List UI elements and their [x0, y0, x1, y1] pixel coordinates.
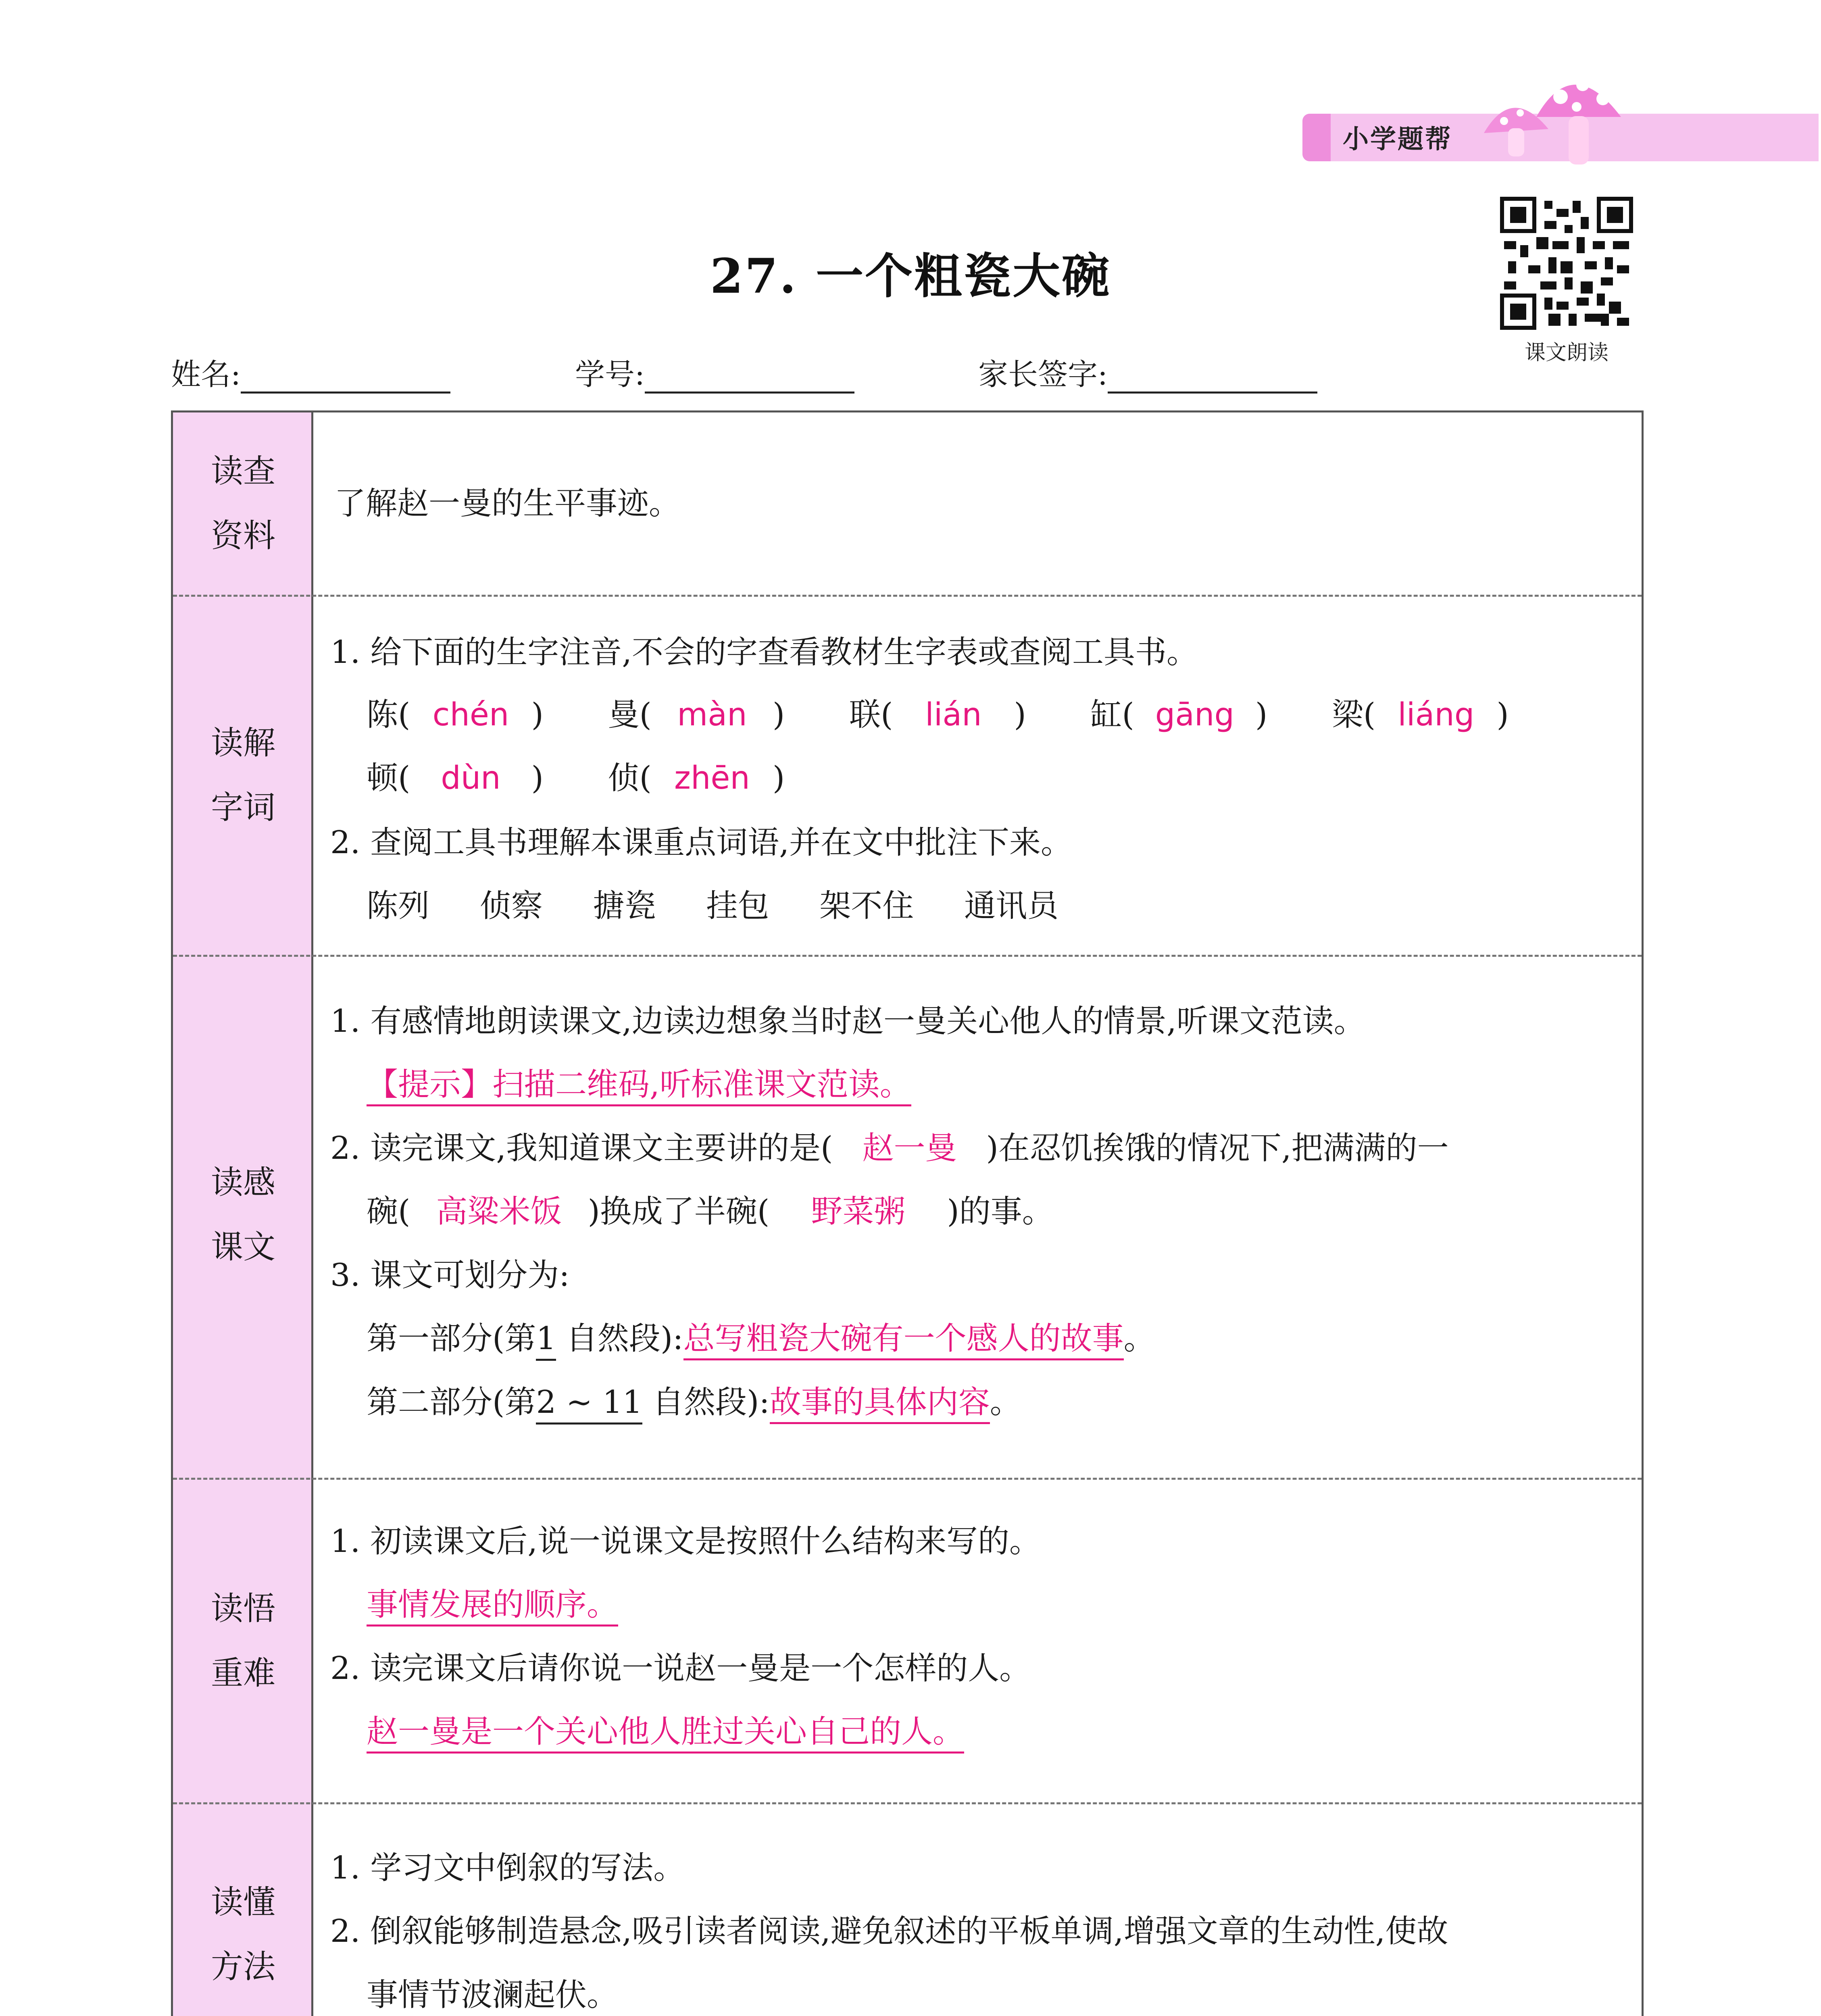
hanzi: 联( — [849, 697, 893, 733]
row-divider — [173, 595, 1642, 597]
pinyin-answer[interactable]: liáng — [1398, 697, 1475, 733]
method-line-2: 2. 倒叙能够制造悬念,吸引读者阅读,避免叙述的平板单调,增强文章的生动性,使故 — [330, 1913, 1448, 1949]
label-line: 读懂 — [211, 1883, 275, 1921]
research-text: 了解赵一曼的生平事迹。 — [334, 485, 681, 522]
parent-signature-label: 家长签字: — [978, 357, 1108, 392]
feel-part2 — [367, 1382, 1021, 1425]
paren: ) — [1014, 697, 1026, 733]
part-text: 自然段): — [642, 1384, 770, 1420]
part-text: 自然段): — [556, 1320, 683, 1357]
row-divider — [173, 1802, 1642, 1804]
part1-answer[interactable]: 总写粗瓷大碗有一个感人的故事 — [683, 1320, 1124, 1360]
name-blank[interactable] — [241, 363, 450, 394]
row-divider — [173, 1478, 1642, 1480]
paren: ) — [772, 697, 785, 733]
student-id-field — [575, 351, 854, 394]
feel-tip[interactable] — [367, 1064, 911, 1105]
method-line-1: 1. 学习文中倒叙的写法。 — [330, 1850, 685, 1886]
hanzi: 顿( — [367, 760, 410, 796]
page-title: 27. 一个粗瓷大碗 — [710, 248, 1111, 304]
student-id-blank[interactable] — [645, 363, 854, 394]
difficulty-a1[interactable]: 事情发展的顺序。 — [367, 1587, 618, 1627]
hanzi: 梁( — [1331, 697, 1376, 733]
difficulty-a2-line[interactable] — [367, 1712, 964, 1752]
pinyin-item — [1090, 697, 1267, 733]
label-line: 资料 — [211, 517, 275, 554]
part2-answer[interactable]: 故事的具体内容 — [770, 1384, 990, 1424]
worksheet-table — [171, 410, 1644, 2016]
pinyin-item — [608, 697, 785, 733]
pinyin-item — [367, 697, 544, 733]
name-label: 姓名: — [171, 357, 241, 392]
label-line: 读感 — [211, 1164, 275, 1201]
label-line: 重难 — [211, 1654, 275, 1692]
q2-text: )换成了半碗( — [588, 1193, 770, 1230]
key-word: 陈列 — [367, 888, 430, 924]
qr-code-icon[interactable] — [1500, 197, 1633, 330]
method-line-3: 事情节波澜起伏。 — [367, 1977, 619, 2013]
feel-part1 — [367, 1318, 1155, 1361]
q2-answer-after[interactable]: 野菜粥 — [811, 1193, 906, 1230]
label-line: 字词 — [211, 789, 275, 826]
q2-text: )的事。 — [947, 1193, 1054, 1230]
mushroom-icon — [1468, 60, 1637, 181]
pinyin-row-2 — [367, 758, 785, 798]
words-q2: 2. 查阅工具书理解本课重点词语,并在文中批注下来。 — [330, 825, 1073, 861]
pinyin-item — [1332, 697, 1509, 733]
label-line: 读查 — [211, 452, 275, 490]
paren: ) — [1255, 697, 1268, 733]
label-line: 课文 — [211, 1228, 275, 1266]
part-text: 第二部分(第 — [367, 1384, 536, 1420]
parent-signature-field — [978, 351, 1317, 394]
part1-range[interactable]: 1 — [536, 1318, 556, 1361]
hanzi: 缸( — [1090, 697, 1134, 733]
key-word: 挂包 — [706, 888, 769, 924]
section-label-reading-research — [173, 439, 313, 568]
key-words-list — [367, 886, 1058, 926]
pinyin-answer[interactable]: gāng — [1155, 697, 1234, 733]
paren: ) — [531, 697, 544, 733]
pinyin-answer[interactable]: lián — [925, 697, 982, 733]
part-text: 第一部分(第 — [367, 1320, 536, 1357]
key-word: 侦察 — [479, 888, 543, 924]
brand-label: 小学题帮 — [1343, 125, 1452, 154]
section-label-feel-text — [173, 1150, 313, 1279]
feel-q2-line2 — [367, 1191, 1054, 1232]
hanzi: 曼( — [608, 697, 652, 733]
pinyin-item — [849, 697, 1026, 733]
period: 。 — [1123, 1320, 1155, 1357]
name-field — [171, 351, 450, 394]
section-label-words — [173, 711, 313, 840]
key-word: 通讯员 — [964, 888, 1059, 924]
period: 。 — [990, 1384, 1021, 1420]
row-divider — [173, 955, 1642, 957]
feel-q1: 1. 有感情地朗读课文,边读边想象当时赵一曼关心他人的情景,听课文范读。 — [330, 1003, 1365, 1039]
paren: ) — [772, 760, 785, 796]
q2-answer-before[interactable]: 高粱米饭 — [436, 1193, 562, 1230]
difficulty-q1: 1. 初读课文后,说一说课文是按照什么结构来写的。 — [330, 1523, 1041, 1560]
q2-answer-person[interactable]: 赵一曼 — [862, 1130, 957, 1166]
pinyin-item — [608, 760, 785, 796]
part2-range[interactable]: 2 ~ 11 — [536, 1382, 642, 1425]
key-word: 搪瓷 — [593, 888, 656, 924]
pinyin-item — [367, 760, 544, 796]
q2-text: 碗( — [367, 1193, 410, 1230]
q2-text: 2. 读完课文,我知道课文主要讲的是( — [330, 1130, 833, 1166]
tip-text[interactable]: 【提示】扫描二维码,听标准课文范读。 — [367, 1066, 911, 1106]
difficulty-a1-line[interactable] — [367, 1585, 618, 1625]
pinyin-answer[interactable]: chén — [432, 697, 509, 733]
label-line: 读悟 — [211, 1590, 275, 1627]
feel-q3: 3. 课文可划分为: — [330, 1257, 570, 1293]
feel-q2-line1 — [330, 1128, 1449, 1168]
label-line: 读解 — [211, 724, 275, 762]
label-line: 方法 — [211, 1948, 275, 1985]
words-q1: 1. 给下面的生字注音,不会的字查看教材生字表或查阅工具书。 — [330, 634, 1198, 671]
section-label-difficulties — [173, 1577, 313, 1706]
pinyin-answer[interactable]: dùn — [441, 760, 501, 796]
parent-signature-blank[interactable] — [1108, 363, 1317, 394]
difficulty-q2: 2. 读完课文后请你说一说赵一曼是一个怎样的人。 — [330, 1650, 1031, 1687]
hanzi: 陈( — [367, 697, 410, 733]
student-id-label: 学号: — [575, 357, 645, 392]
pinyin-answer[interactable]: zhēn — [674, 760, 750, 796]
paren: ) — [531, 760, 544, 796]
key-word: 架不住 — [819, 888, 914, 924]
pinyin-row-1 — [367, 695, 1509, 735]
q2-text: )在忍饥挨饿的情况下,把满满的一 — [986, 1130, 1449, 1166]
qr-caption: 课文朗读 — [1524, 341, 1608, 365]
hanzi: 侦( — [608, 760, 652, 796]
pinyin-answer[interactable]: màn — [677, 697, 747, 733]
paren: ) — [1496, 697, 1509, 733]
difficulty-a2[interactable]: 赵一曼是一个关心他人胜过关心自己的人。 — [367, 1714, 964, 1754]
section-label-methods — [173, 1870, 313, 1999]
